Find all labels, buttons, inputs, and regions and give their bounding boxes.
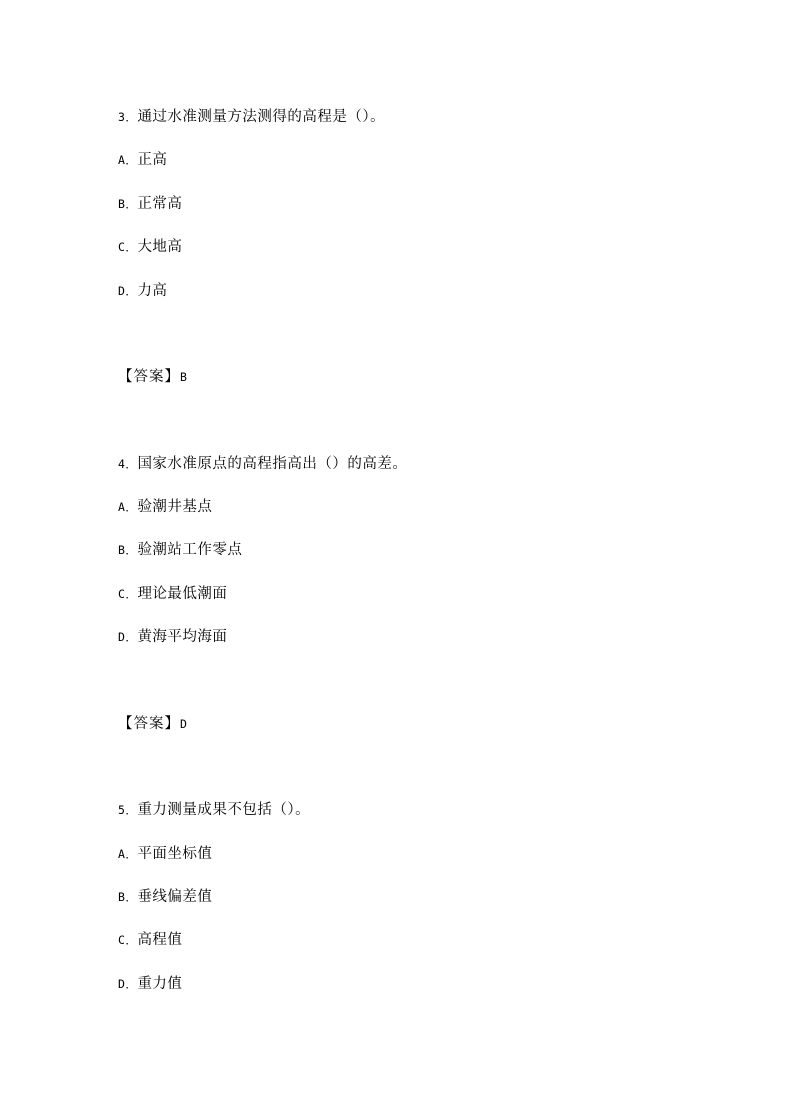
option-letter: C． [118,587,138,601]
option-letter: A． [118,153,138,167]
option-text: 大地高 [137,239,183,255]
question-3-option-c [118,238,182,256]
option-letter: D． [118,284,138,298]
question-text: 通过水准测量方法测得的高程是（）。 [137,109,386,125]
question-3-option-d [118,282,167,300]
option-letter: D． [118,977,138,991]
option-text: 重力值 [137,976,183,992]
option-letter: C． [118,933,138,947]
question-text: 国家水准原点的高程指高出（）的高差。 [137,456,408,472]
answer-value: B [180,370,188,384]
option-text: 理论最低潮面 [137,586,228,602]
option-letter: C． [118,240,138,254]
answer-label: 【答案】 [118,716,180,732]
option-letter: B． [118,197,138,211]
question-3-answer [118,368,187,386]
question-text: 重力测量成果不包括（）。 [137,802,311,818]
option-letter: B． [118,890,138,904]
option-text: 垂线偏差值 [137,889,213,905]
question-5-stem [118,801,310,819]
option-text: 验潮井基点 [137,499,213,515]
option-text: 高程值 [137,932,183,948]
question-3-stem [118,108,385,126]
question-number: 3． [118,110,138,124]
question-4-option-c [118,585,227,603]
answer-label: 【答案】 [118,369,180,385]
option-text: 黄海平均海面 [137,629,228,645]
question-4-stem [118,455,407,473]
option-text: 力高 [137,283,168,299]
question-3-option-b [118,195,182,213]
option-letter: D． [118,630,138,644]
option-letter: A． [118,500,138,514]
option-text: 正常高 [137,196,183,212]
question-number: 5． [118,803,138,817]
answer-value: D [180,717,188,731]
option-text: 验潮站工作零点 [137,542,243,558]
question-5-option-a [118,845,212,863]
question-5-option-c [118,931,182,949]
question-3-option-a [118,151,167,169]
question-4-option-a [118,498,212,516]
question-4-option-b [118,541,242,559]
question-4-answer [118,715,187,733]
option-text: 正高 [137,152,168,168]
option-letter: A． [118,847,138,861]
question-number: 4． [118,457,138,471]
option-letter: B． [118,543,138,557]
question-5-option-d [118,975,182,993]
question-5-option-b [118,888,212,906]
option-text: 平面坐标值 [137,846,213,862]
question-4-option-d [118,628,227,646]
